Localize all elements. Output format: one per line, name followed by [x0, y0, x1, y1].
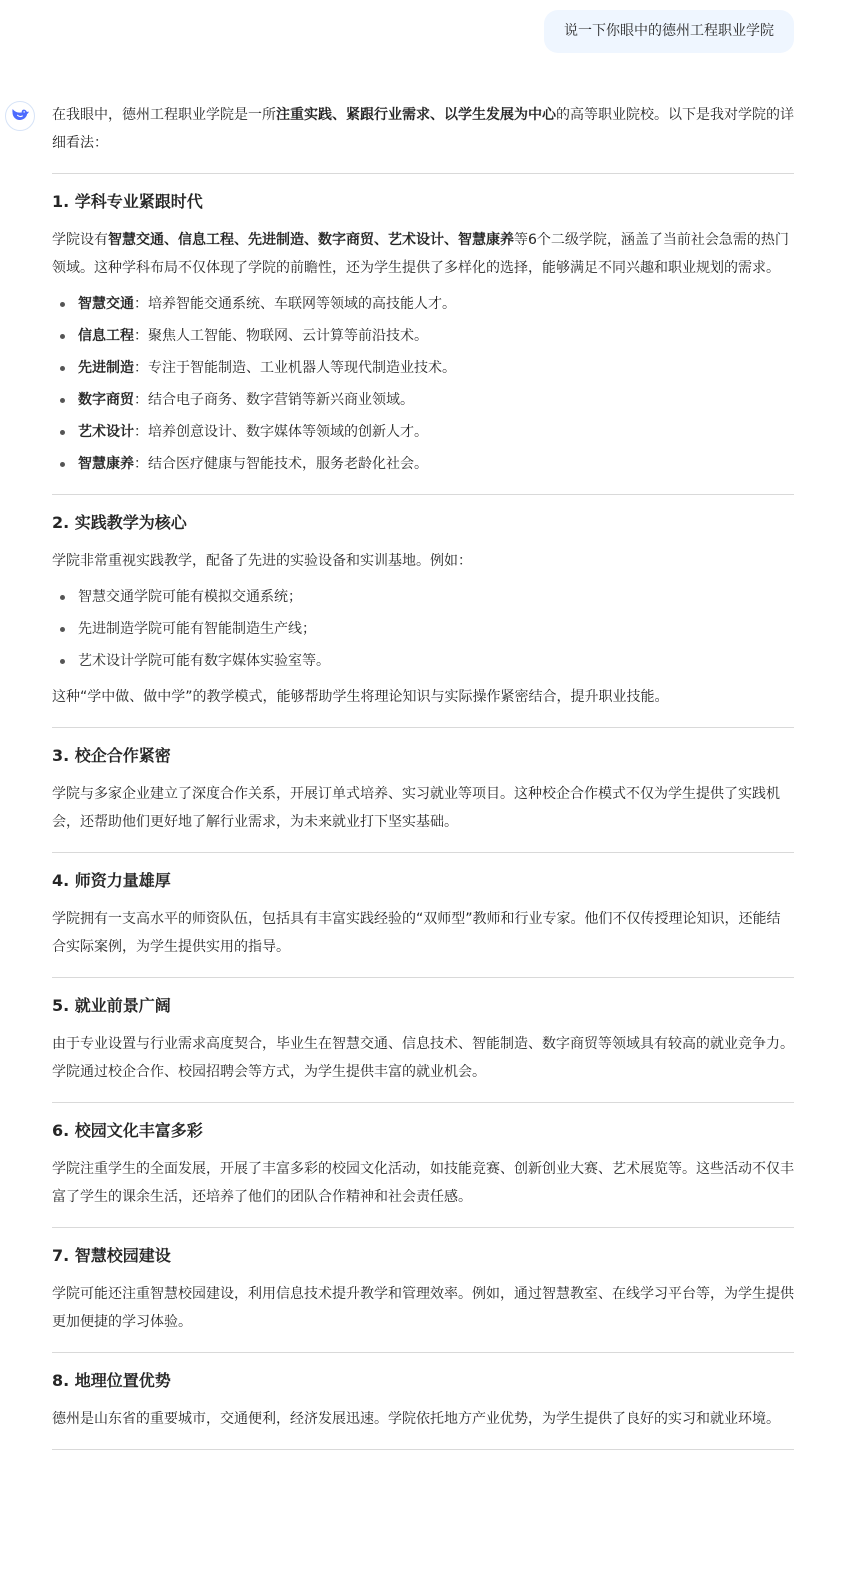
section-paragraph: 由于专业设置与行业需求高度契合，毕业生在智慧交通、信息技术、智能制造、数字商贸等领域具有较高的就业竞争力。学院通过校企合作、校园招聘会等方式，为学生提供丰富的就业机会。	[52, 1036, 794, 1080]
item-text: 艺术设计学院可能有数字媒体实验室等。	[78, 653, 330, 669]
section-title: 6. 校园文化丰富多彩	[52, 1121, 203, 1140]
intro-paragraph	[52, 101, 794, 157]
divider	[52, 173, 794, 174]
section-2	[52, 509, 794, 711]
divider	[52, 1227, 794, 1228]
assistant-answer	[52, 101, 794, 1464]
section-title: 2. 实践教学为核心	[52, 513, 187, 532]
section-paragraph	[52, 226, 794, 282]
section-7	[52, 1242, 794, 1336]
user-message-bubble: 说一下你眼中的德州工程职业学院	[544, 10, 794, 53]
item-name: 智慧康养	[78, 456, 134, 472]
list-item	[52, 583, 794, 611]
item-text: 智慧交通学院可能有模拟交通系统；	[78, 589, 302, 605]
bullet-dot-icon	[60, 430, 65, 435]
s1-bold: 智慧交通、信息工程、先进制造、数字商贸、艺术设计、智慧康养	[108, 232, 514, 248]
bullet-list	[52, 583, 794, 675]
divider	[52, 1352, 794, 1353]
item-desc: ：培养智能交通系统、车联网等领域的高技能人才。	[134, 296, 456, 312]
assistant-avatar	[5, 101, 35, 131]
section-6	[52, 1117, 794, 1211]
section-paragraph: 德州是山东省的重要城市，交通便利，经济发展迅速。学院依托地方产业优势，为学生提供了良好的实习和就业环境。	[52, 1411, 780, 1427]
section-paragraph: 这种“学中做、做中学”的教学模式，能够帮助学生将理论知识与实际操作紧密结合，提升职业技能。	[52, 689, 669, 705]
intro-bold: 注重实践、紧跟行业需求、以学生发展为中心	[276, 107, 556, 123]
item-desc: ：结合电子商务、数字营销等新兴商业领域。	[134, 392, 414, 408]
divider	[52, 977, 794, 978]
section-paragraph: 学院注重学生的全面发展，开展了丰富多彩的校园文化活动，如技能竞赛、创新创业大赛、艺术展览等。这些活动不仅丰富了学生的课余生活，还培养了他们的团队合作精神和社会责任感。	[52, 1161, 794, 1205]
bullet-dot-icon	[60, 627, 65, 632]
list-item	[52, 647, 794, 675]
item-desc: ：培养创意设计、数字媒体等领域的创新人才。	[134, 424, 428, 440]
list-item	[52, 386, 794, 414]
item-name: 智慧交通	[78, 296, 134, 312]
item-text: 先进制造学院可能有智能制造生产线；	[78, 621, 316, 637]
divider	[52, 1102, 794, 1103]
section-3	[52, 742, 794, 836]
divider	[52, 852, 794, 853]
bullet-dot-icon	[60, 398, 65, 403]
whale-logo-icon	[10, 104, 30, 128]
item-desc: ：聚焦人工智能、物联网、云计算等前沿技术。	[134, 328, 428, 344]
bullet-dot-icon	[60, 595, 65, 600]
section-paragraph: 学院非常重视实践教学，配备了先进的实验设备和实训基地。例如：	[52, 553, 472, 569]
list-item	[52, 450, 794, 478]
item-desc: ：结合医疗健康与智能技术，服务老龄化社会。	[134, 456, 428, 472]
section-title: 4. 师资力量雄厚	[52, 871, 171, 890]
intro-text-1: 在我眼中，德州工程职业学院是一所	[52, 107, 276, 123]
section-4	[52, 867, 794, 961]
list-item	[52, 615, 794, 643]
s1-text-1: 学院设有	[52, 232, 108, 248]
section-title: 8. 地理位置优势	[52, 1371, 171, 1390]
section-1	[52, 188, 794, 478]
user-message-row	[544, 10, 794, 53]
section-8	[52, 1367, 794, 1433]
divider	[52, 727, 794, 728]
section-paragraph: 学院可能还注重智慧校园建设，利用信息技术提升教学和管理效率。例如，通过智慧教室、在线学习平台等，为学生提供更加便捷的学习体验。	[52, 1286, 794, 1330]
s1-text-2: 等6个二级学院，涵盖了当前社会急需的热门领域。这种学科布局不仅体现了学院的前瞻性，还为学生提供了多样化的选择，能够满足不同兴趣和职业规划的需求。	[52, 232, 789, 276]
list-item	[52, 354, 794, 382]
bullet-list	[52, 290, 794, 478]
item-name: 先进制造	[78, 360, 134, 376]
bullet-dot-icon	[60, 659, 65, 664]
section-paragraph: 学院与多家企业建立了深度合作关系，开展订单式培养、实习就业等项目。这种校企合作模式不仅为学生提供了实践机会，还帮助他们更好地了解行业需求，为未来就业打下坚实基础。	[52, 786, 780, 830]
section-5	[52, 992, 794, 1086]
item-name: 数字商贸	[78, 392, 134, 408]
bullet-dot-icon	[60, 366, 65, 371]
divider	[52, 494, 794, 495]
divider	[52, 1449, 794, 1450]
item-name: 信息工程	[78, 328, 134, 344]
intro-text-2: 的高等职业院校。以下是我对学院的详细看法：	[52, 107, 794, 151]
section-title: 5. 就业前景广阔	[52, 996, 171, 1015]
item-name: 艺术设计	[78, 424, 134, 440]
section-title: 1. 学科专业紧跟时代	[52, 192, 203, 211]
list-item	[52, 290, 794, 318]
item-desc: ：专注于智能制造、工业机器人等现代制造业技术。	[134, 360, 456, 376]
bullet-dot-icon	[60, 462, 65, 467]
section-paragraph: 学院拥有一支高水平的师资队伍，包括具有丰富实践经验的“双师型”教师和行业专家。他们不仅传授理论知识，还能结合实际案例，为学生提供实用的指导。	[52, 911, 781, 955]
bullet-dot-icon	[60, 302, 65, 307]
bullet-dot-icon	[60, 334, 65, 339]
section-title: 3. 校企合作紧密	[52, 746, 171, 765]
section-title: 7. 智慧校园建设	[52, 1246, 171, 1265]
list-item	[52, 418, 794, 446]
list-item	[52, 322, 794, 350]
